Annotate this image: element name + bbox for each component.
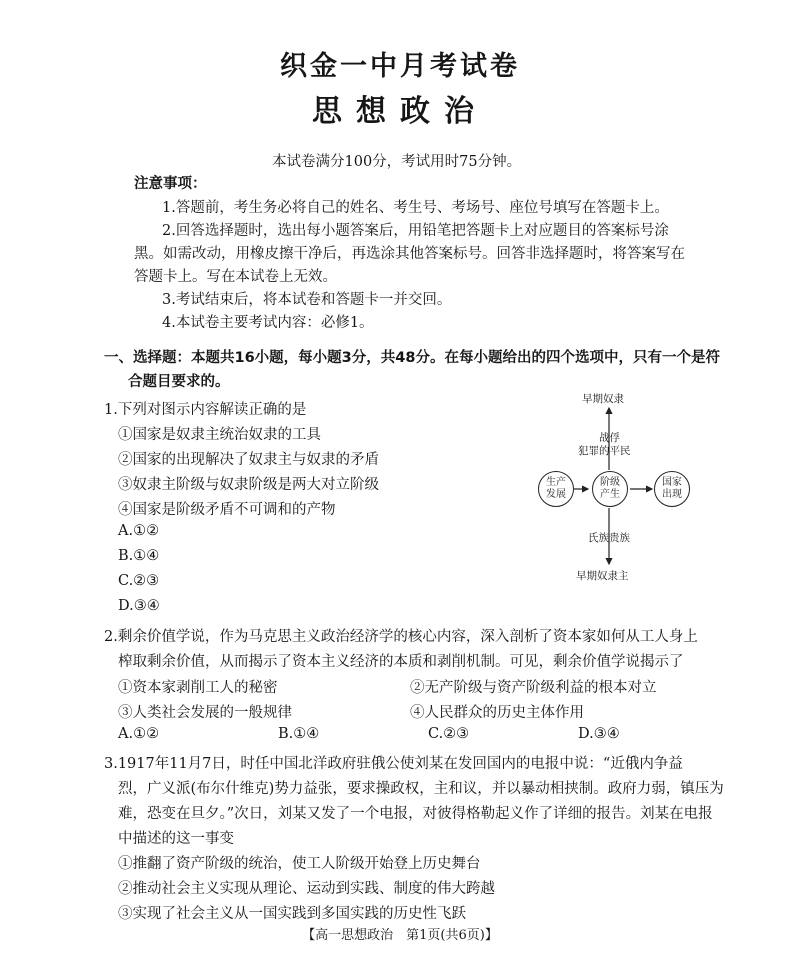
q1-item: ②国家的出现解决了奴隶主与奴隶的矛盾 — [118, 452, 379, 468]
page-footer: 【高一思想政治 第1页(共6页)】 — [302, 928, 498, 943]
q1-option-a: A.①② — [118, 523, 160, 539]
q1-stem: 1.下列对图示内容解读正确的是 — [104, 402, 307, 418]
q3-stem: 3.1917年11月7日，时任中国北洋政府驻俄公使刘某在发回国内的电报中说：“近俄内争益 — [104, 756, 683, 772]
notice-title: 注意事项： — [134, 176, 207, 192]
q1-option-d: D.③④ — [118, 598, 160, 614]
q1-option-c: C.②③ — [118, 573, 160, 589]
q3-stem-cont: 中描述的这一事变 — [118, 831, 234, 847]
q2-stem-cont: 榨取剩余价值，从而揭示了资本主义经济的本质和剥削机制。可见，剩余价值学说揭示了 — [118, 654, 684, 670]
q2-option-d: D.③④ — [578, 726, 620, 742]
q2-item: ④人民群众的历史主体作用 — [410, 705, 584, 721]
subject-title: 思想政治 — [312, 94, 488, 129]
q2-option-c: C.②③ — [428, 726, 470, 742]
q3-item: ③实现了社会主义从一国实践到多国实践的历史性飞跃 — [118, 906, 466, 922]
q1-item: ①国家是奴隶主统治奴隶的工具 — [118, 427, 321, 443]
class-origin-diagram — [530, 388, 710, 584]
q3-item: ①推翻了资产阶级的统治，使工人阶级开始登上历史舞台 — [118, 856, 481, 872]
section-heading-cont: 合题目要求的。 — [128, 374, 230, 390]
notice-line: 1.答题前，考生务必将自己的姓名、考生号、考场号、座位号填写在答题卡上。 — [162, 200, 669, 216]
notice-line: 3.考试结束后，将本试卷和答题卡一并交回。 — [162, 292, 452, 308]
q2-stem: 2.剩余价值学说，作为马克思主义政治经济学的核心内容，深入剖析了资本家如何从工人身上 — [104, 629, 698, 645]
notice-line: 答题卡上。写在本试卷上无效。 — [134, 269, 337, 285]
q2-item: ②无产阶级与资产阶级利益的根本对立 — [410, 680, 657, 696]
exam-info: 本试卷满分100分，考试用时75分钟。 — [272, 154, 522, 170]
diagram-clan-nobles: 氏族贵族 — [588, 532, 630, 544]
q2-option-b: B.①④ — [278, 726, 320, 742]
diagram-early-slave-owners: 早期奴隶主 — [576, 570, 629, 582]
diagram-node-state: 国家 出现 — [654, 471, 690, 507]
diagram-early-slaves: 早期奴隶 — [582, 393, 624, 405]
q2-item: ①资本家剥削工人的秘密 — [118, 680, 278, 696]
q1-option-b: B.①④ — [118, 548, 160, 564]
diagram-prisoners: 战俘 — [599, 432, 620, 444]
section-heading: 一、选择题：本题共16小题，每小题3分，共48分。在每小题给出的四个选项中，只有一个是符 — [104, 350, 720, 366]
diagram-node-classes: 阶级 产生 — [592, 471, 628, 507]
q3-stem-cont: 难，恐变在旦夕。”次日，刘某又发了一个电报，对彼得格勒起义作了详细的报告。刘某在电报 — [118, 806, 713, 822]
notice-line: 4.本试卷主要考试内容：必修1。 — [162, 315, 374, 331]
exam-title: 织金一中月考试卷 — [280, 51, 520, 82]
q3-item: ②推动社会主义实现从理论、运动到实践、制度的伟大跨越 — [118, 881, 495, 897]
diagram-node-production: 生产 发展 — [538, 471, 574, 507]
q3-stem-cont: 烈，广义派(布尔什维克)势力益张，要求操政权，主和议，并以暴动相挟制。政府力弱，镇压为 — [118, 781, 724, 797]
notice-line: 黑。如需改动，用橡皮擦干净后，再选涂其他答案标号。回答非选择题时，将答案写在 — [134, 246, 685, 262]
q2-options — [118, 726, 758, 742]
q1-item: ④国家是阶级矛盾不可调和的产物 — [118, 502, 336, 518]
q1-item: ③奴隶主阶级与奴隶阶级是两大对立阶级 — [118, 477, 379, 493]
q2-option-a: A.①② — [118, 726, 160, 742]
diagram-criminal-commoners: 犯罪的平民 — [578, 445, 631, 457]
notice-line: 2.回答选择题时，选出每小题答案后，用铅笔把答题卡上对应题目的答案标号涂 — [162, 223, 669, 239]
q2-item: ③人类社会发展的一般规律 — [118, 705, 292, 721]
